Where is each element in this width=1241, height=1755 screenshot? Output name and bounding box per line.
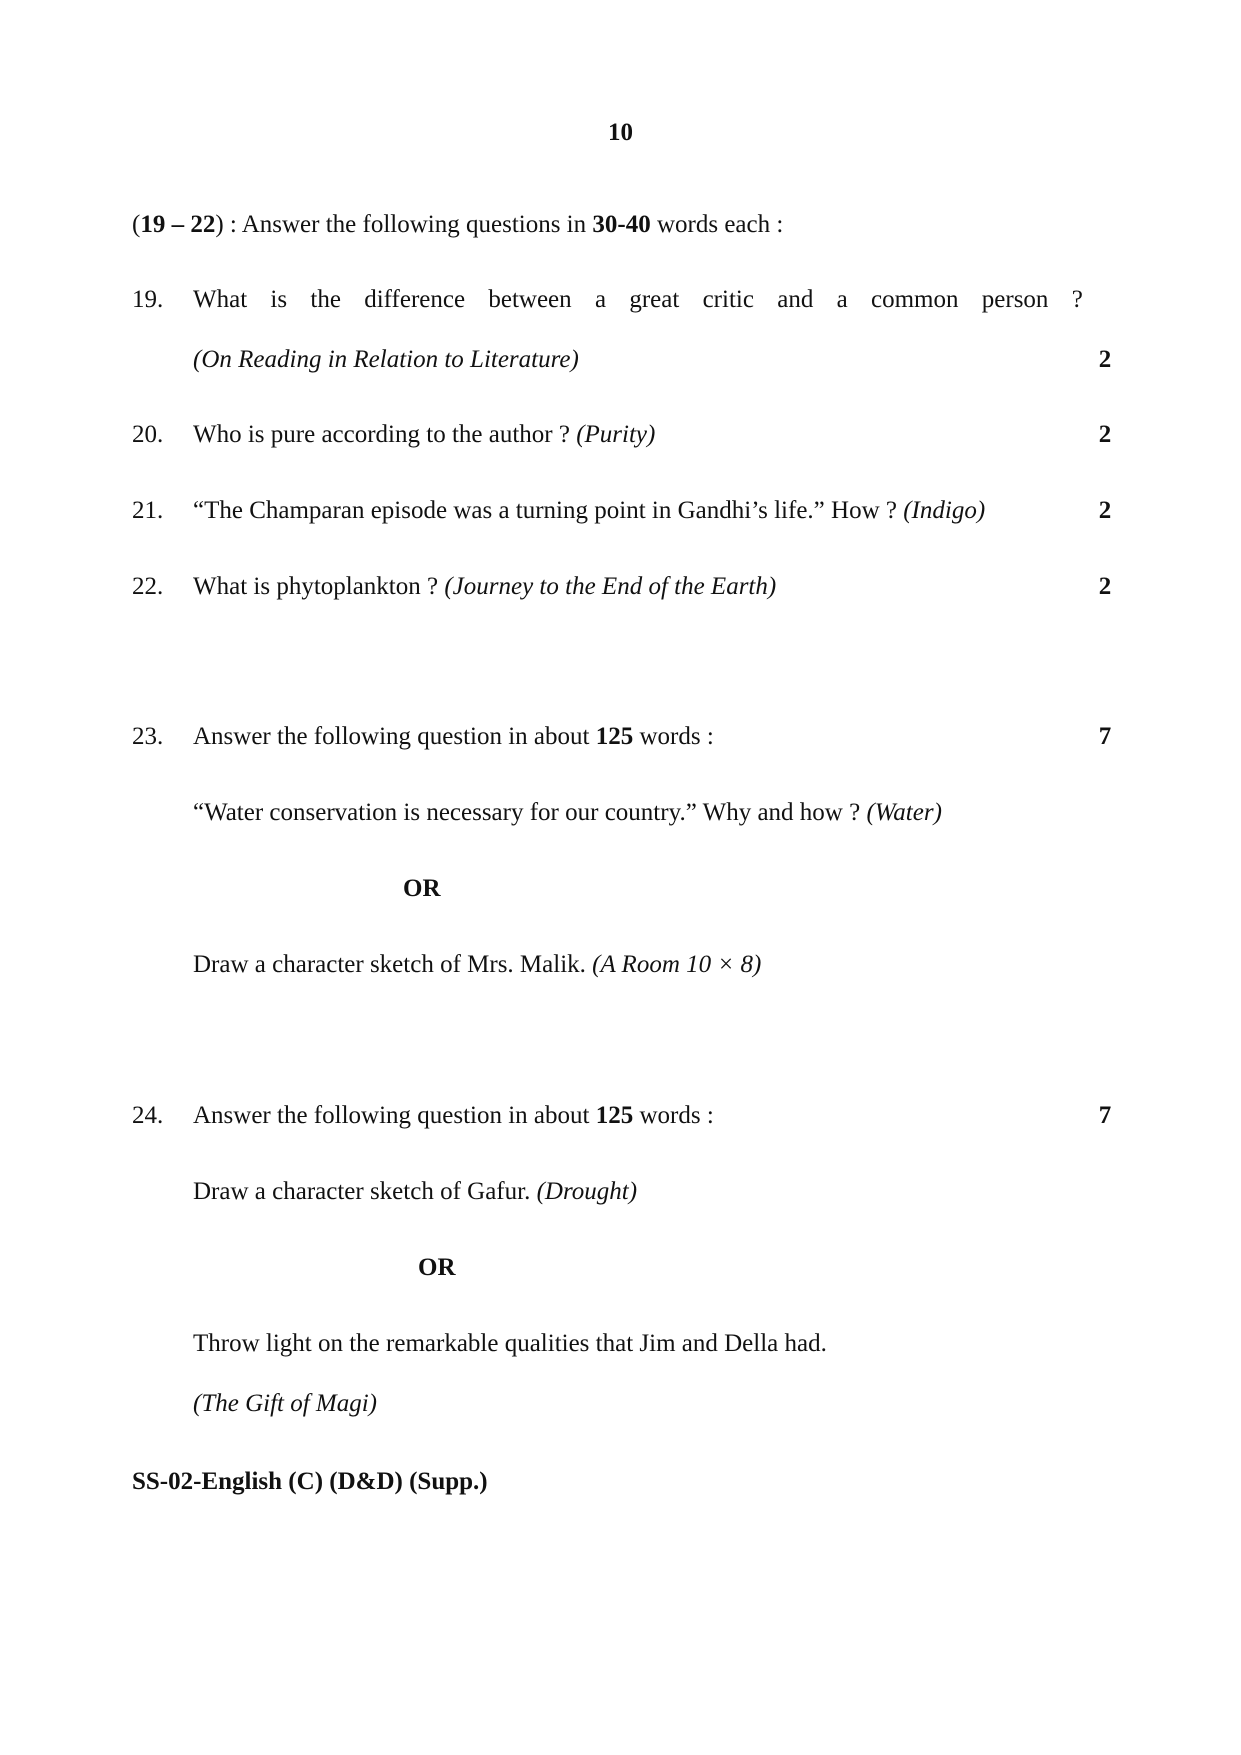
question-23-or: OR	[403, 875, 441, 902]
question-19-word: and	[777, 286, 814, 313]
question-22-text: What is phytoplankton ? (Journey to the End of the Earth)	[193, 573, 777, 600]
question-19-word: What	[193, 286, 248, 313]
question-24-or: OR	[418, 1254, 456, 1281]
question-20-text: Who is pure according to the author ? (Purity)	[193, 421, 656, 448]
question-22-source: (Journey to the End of the Earth)	[444, 573, 777, 600]
question-24-word-limit: 125	[595, 1102, 634, 1129]
question-21-source: (Indigo)	[903, 497, 986, 524]
question-number-20: 20.	[132, 421, 164, 448]
question-19-word: person	[981, 286, 1049, 313]
question-21-marks: 2	[1098, 497, 1112, 524]
question-22-marks: 2	[1098, 573, 1112, 600]
question-24-option-2: Throw light on the remarkable qualities that Jim and Della had.	[193, 1330, 827, 1357]
page-number: 10	[608, 119, 633, 146]
question-21-text: “The Champaran episode was a turning point in Gandhi’s life.” How ? (Indigo)	[193, 497, 986, 524]
instruction-text-a: ) : Answer the following questions in	[215, 211, 593, 238]
question-19-word: is	[270, 286, 288, 313]
paper-code-footer: SS-02-English (C) (D&D) (Supp.)	[132, 1468, 488, 1495]
question-19-word: common	[871, 286, 959, 313]
question-number-19: 19.	[132, 286, 164, 313]
question-23-option-2: Draw a character sketch of Mrs. Malik. (A Room 10 × 8)	[193, 951, 762, 978]
question-24-marks: 7	[1098, 1102, 1112, 1129]
question-23-option-1-source: (Water)	[866, 799, 942, 826]
question-range: 19 – 22	[140, 211, 216, 238]
question-19-word: the	[310, 286, 341, 313]
question-number-24: 24.	[132, 1102, 164, 1129]
question-23-word-limit: 125	[595, 723, 634, 750]
question-19-word: difference	[364, 286, 466, 313]
question-19-source: (On Reading in Relation to Literature)	[193, 346, 579, 373]
question-19-word: critic	[702, 286, 754, 313]
question-19-word: between	[488, 286, 572, 313]
question-23-option-2-source: (A Room 10 × 8)	[592, 951, 762, 978]
question-24-instruction: Answer the following question in about 125 words :	[193, 1102, 714, 1129]
question-19-text	[193, 285, 1083, 315]
question-19-marks: 2	[1098, 346, 1112, 373]
question-number-22: 22.	[132, 573, 164, 600]
word-limit: 30-40	[592, 211, 651, 238]
question-23-option-1: “Water conservation is necessary for our country.” Why and how ? (Water)	[193, 799, 942, 826]
question-23-marks: 7	[1098, 723, 1112, 750]
question-number-23: 23.	[132, 723, 164, 750]
question-23-instruction: Answer the following question in about 125 words :	[193, 723, 714, 750]
section-instruction: (19 – 22) : Answer the following questions in 30-40 words each :	[132, 211, 784, 238]
question-24-option-1-source: (Drought)	[536, 1178, 638, 1205]
question-24-option-2-source: (The Gift of Magi)	[193, 1390, 378, 1417]
question-20-marks: 2	[1098, 421, 1112, 448]
instruction-text-b: words each :	[650, 211, 784, 238]
question-19-word: ?	[1071, 286, 1083, 313]
question-19-word: great	[629, 286, 680, 313]
question-20-source: (Purity)	[576, 421, 656, 448]
question-19-word: a	[836, 286, 848, 313]
question-19-word: a	[594, 286, 607, 313]
question-24-option-1: Draw a character sketch of Gafur. (Drought)	[193, 1178, 638, 1205]
question-number-21: 21.	[132, 497, 164, 524]
